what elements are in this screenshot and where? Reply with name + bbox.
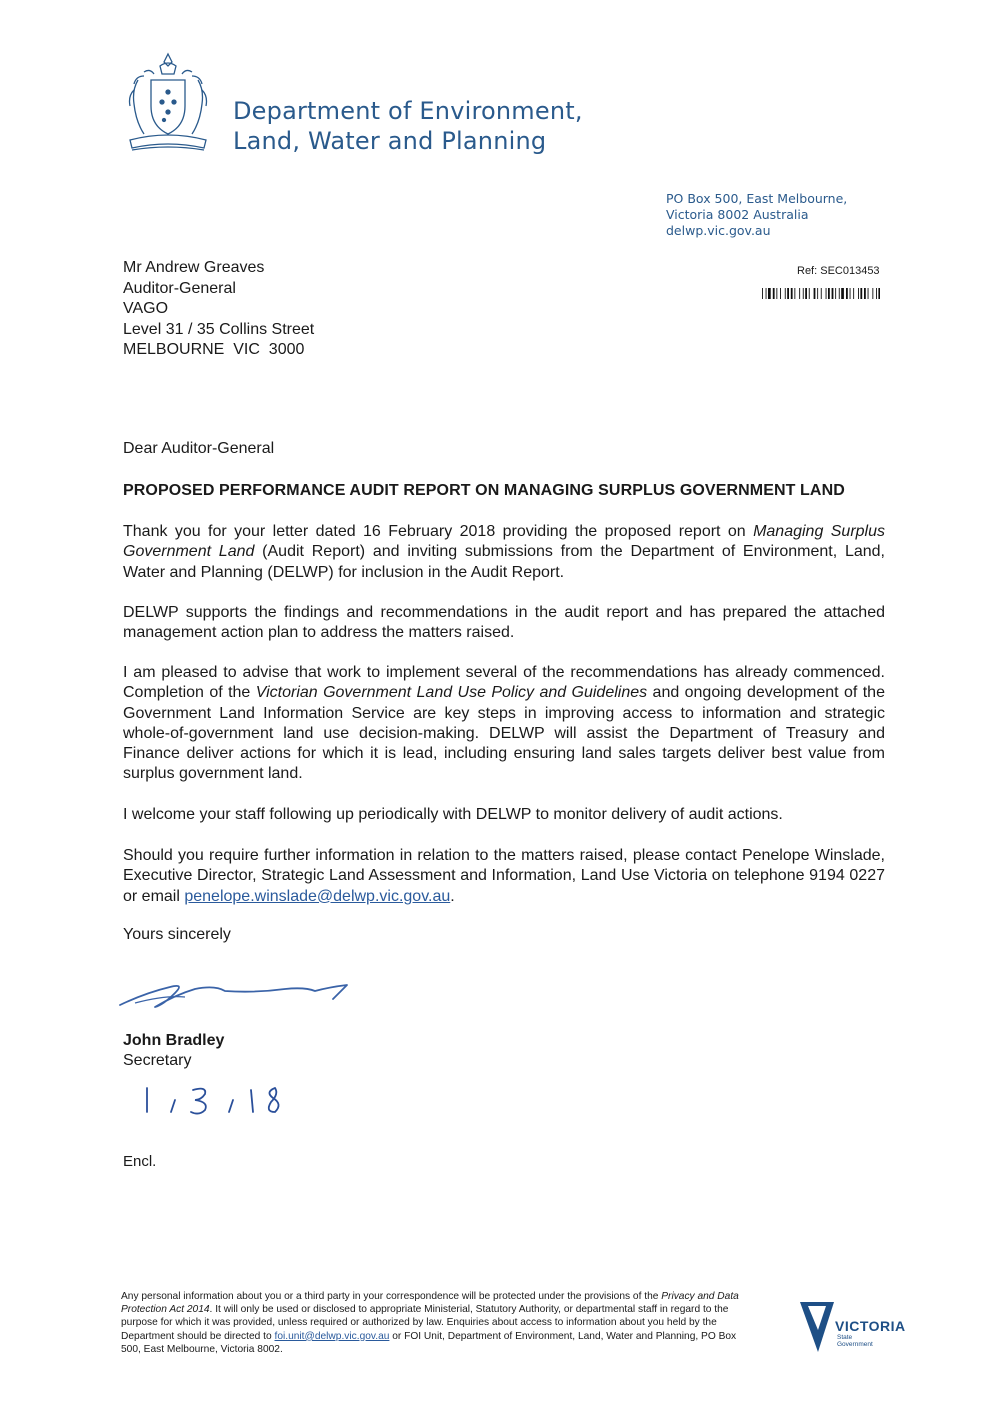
barcode-bar: [785, 288, 786, 299]
address-line-3: delwp.vic.gov.au: [666, 223, 771, 238]
barcode-bar: [878, 288, 880, 299]
p3-text-a: I am pleased to advise that work to implement several of the recommendations has already commenced. Completion of the: [123, 664, 885, 702]
privacy-text-d: or FOI Unit, Department of Environment, Land, Water and Planning, PO Box 500, East Melbourne, Victoria 8002.: [121, 1330, 737, 1355]
barcode-bar: [832, 288, 834, 299]
barcode-bar: [794, 288, 795, 299]
barcode-bar: [860, 288, 862, 299]
victoria-logo-word: VICTORIA: [835, 1318, 906, 1334]
barcode-bar: [780, 288, 781, 299]
logo-sub-2: Government: [837, 1341, 873, 1348]
privacy-notice: [121, 1290, 746, 1356]
barcode-bar: [791, 288, 793, 299]
barcode-bar: [803, 288, 804, 299]
reference-number: Ref: SEC013453: [797, 265, 880, 277]
barcode-bar: [868, 288, 869, 299]
contact-email-link[interactable]: penelope.winslade@delwp.vic.gov.au: [184, 887, 451, 905]
recipient-line-4: Level 31 / 35 Collins Street: [123, 320, 315, 338]
barcode-bar: [864, 288, 866, 299]
recipient-line-3: VAGO: [123, 300, 169, 317]
foi-email-link[interactable]: foi.unit@delwp.vic.gov.au: [274, 1330, 390, 1342]
recipient-line-5: MELBOURNE VIC 3000: [123, 341, 305, 358]
barcode-bar: [805, 288, 807, 299]
privacy-text-c: . It will only be used or disclosed to appropriate Ministerial, Statutory Authority, or departmental staff in regard to the purpose for which it was provided, unless required or authorized by law. Enquiries about access to information about you held by the Department should be directed to: [121, 1304, 729, 1342]
recipient-line-2: Auditor-General: [123, 279, 236, 297]
barcode-icon: [762, 288, 880, 299]
barcode-bar: [814, 288, 816, 299]
barcode-bar: [876, 288, 877, 299]
barcode-bar: [858, 288, 859, 299]
barcode-bar: [809, 288, 810, 299]
recipient-address: [123, 258, 314, 361]
barcode-bar: [768, 288, 771, 299]
barcode-bar: [872, 288, 873, 299]
logo-sub-1: State: [837, 1334, 853, 1341]
p5-text-c: .: [450, 887, 455, 905]
p5-text-a: Should you require further information in relation to the matters raised, please contact Penelope Winslade, Executive Director, Strategic Land Assessment and Information, Land Use Victoria on telephone 9194 0227 or email: [123, 847, 885, 905]
subject-heading: PROPOSED PERFORMANCE AUDIT REPORT ON MANAGING SURPLUS GOVERNMENT LAND: [123, 482, 845, 499]
closing: Yours sincerely: [123, 926, 231, 943]
barcode-bar: [835, 288, 836, 299]
barcode-bar: [776, 288, 777, 299]
barcode-bar: [799, 288, 800, 299]
paragraph-4: I welcome your staff following up periodically with DELWP to monitor delivery of audit actions.: [123, 806, 783, 823]
barcode-bar: [828, 288, 830, 299]
barcode-bar: [821, 288, 822, 299]
enclosure-note: Encl.: [123, 1153, 157, 1170]
barcode-bar: [850, 288, 851, 299]
dept-line-1: Department of Environment,: [233, 97, 583, 125]
barcode-bar: [766, 288, 767, 299]
p3-policy-title: Victorian Government Land Use Policy and Guidelines: [255, 684, 648, 702]
signature-icon: [115, 965, 360, 1015]
paragraph-2: DELWP supports the findings and recommendations in the audit report and has prepared the attached management action plan to address the matters raised.: [123, 604, 885, 642]
barcode-bar: [839, 288, 840, 299]
signer-name: John Bradley: [123, 1032, 225, 1049]
victoria-logo-subtext: [837, 1334, 873, 1348]
p3-text-c: and ongoing development of the Government Land Information Service are key steps in improving access to information and strategic whole-of-government land use decision-making. DELWP will assist the Department of Treasury and Finance deliver actions for which it is lead, including ensuring land sales targets deliver best value from surplus government land.: [123, 684, 885, 783]
barcode-bar: [817, 288, 818, 299]
department-name: [233, 96, 583, 156]
barcode-bar: [762, 288, 763, 299]
paragraph-3: [123, 663, 885, 785]
recipient-line-1: Mr Andrew Greaves: [123, 259, 265, 276]
p1-text-c: (Audit Report) and inviting submissions from the Department of Environment, Land, Water and Planning (DELWP) for inclusion in the Audit Report.: [123, 543, 886, 581]
salutation: Dear Auditor-General: [123, 440, 275, 457]
barcode-bar: [841, 288, 844, 299]
paragraph-5: [123, 846, 885, 907]
address-line-2: Victoria 8002 Australia: [666, 207, 809, 222]
barcode-bar: [826, 288, 827, 299]
privacy-text-a: Any personal information about you or a third party in your correspondence will be protected under the provisions of the: [121, 1291, 662, 1302]
handwritten-date: [135, 1082, 300, 1122]
privacy-act-title: Privacy and Data Protection Act 2014: [121, 1291, 739, 1316]
barcode-bar: [773, 288, 775, 299]
department-address: [666, 191, 847, 239]
p1-text-a: Thank you for your letter dated 16 February 2018 providing the proposed report on: [123, 523, 754, 540]
paragraph-1: [123, 522, 885, 583]
dept-line-2: Land, Water and Planning: [233, 127, 547, 155]
address-line-1: PO Box 500, East Melbourne,: [666, 191, 848, 206]
coat-of-arms-icon: [118, 50, 218, 168]
barcode-bar: [787, 288, 789, 299]
barcode-bar: [846, 288, 848, 299]
signer-title: Secretary: [123, 1052, 192, 1069]
p1-report-title: Managing Surplus Government Land: [123, 523, 885, 561]
barcode-bar: [853, 288, 854, 299]
